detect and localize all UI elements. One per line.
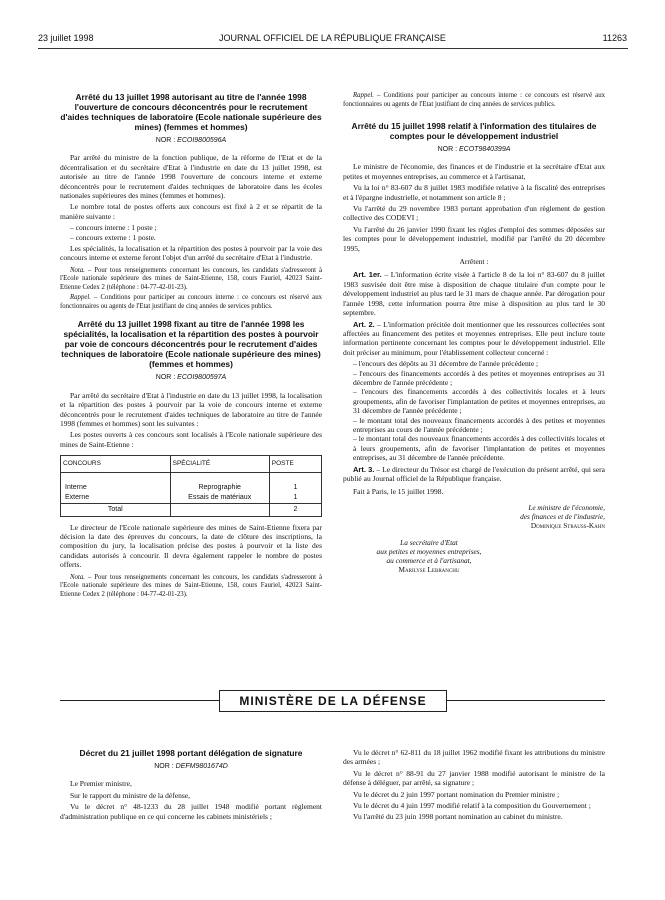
list-item: – l'encours des financements accordés à des collectivités locales et à leurs groupements, afin de favoriser l'implantation de petites et moyennes entreprises, au 31 décembre de l'année précédente ;	[353, 387, 605, 416]
decret-title: Décret du 21 juillet 1998 portant délégation de signature	[79, 748, 303, 758]
page-header	[0, 33, 665, 47]
left-column	[60, 92, 322, 603]
arretent: Arrêtent :	[459, 257, 489, 267]
divider	[60, 700, 219, 701]
arrete-2-title: Arrêté du 13 juillet 1998 fixant au titre de l'année 1998 les spécialités, la localisation et la répartition des postes à pourvoir par voie de concours déconcentrés pour le recrutement d'aides techniques de laboratoire (Ecole nationale supérieure des mines) (femmes et hommes)	[61, 319, 321, 370]
fait-a-paris: Fait à Paris, le 15 juillet 1998.	[353, 487, 444, 497]
table-header: SPÉCIALITÉ	[170, 456, 269, 472]
list-item: – concours interne : 1 poste ;	[70, 223, 157, 233]
header-rule	[38, 48, 628, 49]
ministry-banner: MINISTÈRE DE LA DÉFENSE	[219, 690, 447, 712]
paragraph: Le ministre de l'économie, des finances et de l'industrie et la secrétaire d'Etat aux petites et moyennes entreprises, au commerce et à l'artisanat,	[343, 162, 605, 181]
journal-title: JOURNAL OFFICIEL DE LA RÉPUBLIQUE FRANÇAISE	[219, 33, 446, 43]
paragraph: Sur le rapport du ministre de la défense,	[70, 790, 190, 800]
right-column	[343, 92, 605, 574]
header-date: 23 juillet 1998	[38, 33, 94, 43]
list-item: – l'encours des financements accordés à des petites et moyennes entreprises au 31 décembre de l'année précédente ;	[353, 368, 605, 387]
article-2-list	[353, 359, 605, 462]
arrete-1-title: Arrêté du 13 juillet 1998 autorisant au titre de l'année 1998 l'ouverture de concours déconcentrés pour le recrutement d'aides techniques de laboratoire (Ecole nationale supérieure des mines) (femmes et hommes)	[60, 92, 322, 132]
decret-left	[60, 748, 322, 823]
paragraph: Le Premier ministre,	[70, 779, 132, 789]
page-number: 11263	[602, 33, 627, 43]
paragraph: Vu le décret n° 48-1233 du 28 juillet 1948 modifié portant règlement d'administration publique en ce qui concerne les cabinets ministériels ;	[60, 802, 322, 821]
paragraph: Vu l'arrêté du 26 janvier 1990 fixant les règles d'emploi des sommes déposées sur les comptes pour le développement industriel, modifié par l'arrêté du 20 décembre 1995,	[343, 224, 605, 253]
nota-note: Nota. – Pour tous renseignements concernant les concours, les candidats s'adresseront à l'Ecole nationale supérieure des mines de Saint-Etienne, 158, cours Fauriel, 42023 Saint-Etienne Cedex 2 (téléphone : 04-77-42-01-23).	[60, 573, 322, 598]
paragraph: Le directeur de l'Ecole nationale supérieure des mines de Saint-Etienne fixera par décision la date des épreuves du concours, la date de clôture des inscriptions, la composition du jury, la localisation précise des postes à pourvoir et la liste des candidats autorisés à concourir. Il devra également rappeler le nombre de postes offerts.	[60, 522, 322, 570]
divider	[447, 700, 605, 701]
arrete-3-nor: NOR : ECOT9840399A	[437, 146, 511, 153]
signature-secretaire: La secrétaire d'Etat aux petites et moyennes entreprises, au commerce et à l'artisanat, Marilyse Lebranchu	[376, 537, 482, 574]
postes-table	[60, 455, 322, 516]
list-item: – le montant total des nouveaux financements accordés à des petites et moyennes entreprises au cours de l'année précédente ;	[353, 415, 605, 434]
table-row: Externe Essais de matériaux 1	[61, 493, 322, 504]
paragraph: Vu l'arrêté du 23 juin 1998 portant nomination au cabinet du ministre.	[353, 812, 563, 822]
article-1: Art. 1er. – L'information écrite visée à l'article 8 de la loi n° 83-607 du 8 juillet 1983 susvisée doit être mise à disposition de chaque titulaire d'un compte pour le développement industriel au plus tard le 31 mars de chaque année. Par dérogation pour l'année 1998, cette information pourra être mise à disposition au plus tard le 30 septembre.	[343, 270, 606, 318]
paragraph: Le nombre total de postes offerts aux concours est fixé à 2 et se répartit de la manière suivante :	[60, 202, 322, 221]
paragraph: Vu le décret n° 88-91 du 27 janvier 1988 modifié autorisant le ministre de la défense à déléguer, par arrêté, sa signature ;	[343, 768, 605, 788]
decret-right	[343, 748, 605, 824]
table-header: POSTE	[269, 456, 321, 472]
list-item: – l'encours des dépôts au 31 décembre de l'année précédente ;	[353, 359, 539, 369]
paragraph: Vu le décret n° 62-811 du 18 juillet 1962 modifié fixant les attributions du ministre des armées ;	[343, 748, 605, 767]
article-2: Art. 2. – L'information précitée doit mentionner que les ressources collectées sont affectées au financement des petites et moyennes entreprises. Elle peut inclure toute information pertinente concernant les comptes pour le développement industriel. Elle doit préciser au minimum, pour l'établissement collecteur concerné :	[343, 319, 605, 357]
paragraph: Vu le décret du 2 juin 1997 portant nomination du Premier ministre ;	[353, 789, 560, 799]
paragraph: Les spécialités, la localisation et la répartition des postes à pourvoir par la voie des concours interne et externe feront l'objet d'un arrêté du secrétaire d'Etat à l'industrie.	[60, 244, 322, 263]
list-item: – le montant total des nouveaux financements accordés à des collectivités locales et à leurs groupements, afin de favoriser l'implantation de petites et moyennes entreprises, au 31 décembre de l'année précédente.	[353, 434, 605, 463]
nota-note: Nota. – Pour tous renseignements concernant les concours, les candidats s'adresseront à l'Ecole nationale supérieure des mines de Saint-Etienne, 158, cours Fauriel, 42023 Saint-Etienne Cedex 2 (téléphone : 04-77-42-01-23). Rappel. – Conditions pour participer au concours interne : ce concours est réservé aux fonctionnaires ou agents de l'Etat justifiant de cinq années de services publics.	[60, 266, 322, 310]
arrete-3-title: Arrêté du 15 juillet 1998 relatif à l'information des titulaires de comptes pour le développement industriel	[351, 121, 597, 141]
arrete-1-nor: NOR : ECOI9800596A	[155, 137, 227, 144]
paragraph: Vu la loi n° 83-607 du 8 juillet 1983 modifiée relative à la fiscalité des entreprises et à l'épargne industrielle, et notamment son article 8 ;	[343, 183, 605, 202]
table-row: Interne Reprographie 1	[61, 483, 322, 493]
paragraph: Vu le décret du 4 juin 1997 modifié relatif à la composition du Gouvernement ;	[353, 801, 591, 811]
paragraph: Par arrêté du secrétaire d'Etat à l'industrie en date du 13 juillet 1998, la localisation et la répartition des postes à pourvoir par la voie de concours interne et externe déconcentrés pour le recrutement d'aides techniques de laboratoire au titre de l'année 1998 (femmes et hommes) sont les suivantes :	[60, 390, 322, 428]
article-3: Art. 3. – Le directeur du Trésor est chargé de l'exécution du présent arrêté, qui sera publié au Journal officiel de la République française.	[343, 464, 605, 483]
paragraph: Les postes ouverts à ces concours sont localisés à l'Ecole nationale supérieure des mines de Saint-Etienne :	[60, 430, 322, 449]
list-item: – concours externe : 1 poste.	[70, 232, 156, 242]
table-header: CONCOURS	[61, 456, 171, 472]
paragraph: Vu l'arrêté du 29 novembre 1983 portant approbation d'un règlement de gestion collective des CODEVI ;	[343, 204, 605, 223]
paragraph: Par arrêté du ministre de la fonction publique, de la réforme de l'Etat et de la décentralisation et du secrétaire d'Etat à l'industrie en date du 13 juillet 1998, est autorisée au titre de l'année 1998 l'ouverture de concours interne et externe déconcentrés pour le recrutement d'aides techniques de laboratoire dans les écoles nationales supérieures des mines (femmes et hommes).	[60, 153, 322, 201]
postes-list	[70, 223, 322, 242]
decret-nor: NOR : DEFM9801674D	[154, 763, 228, 770]
table-total-row: Total 2	[61, 503, 322, 516]
signature-ministre: Le ministre de l'économie, des finances et de l'industrie, Dominique Strauss-Kahn	[520, 502, 605, 530]
arrete-2-nor: NOR : ECOI9800597A	[155, 374, 227, 382]
rappel-note: Rappel. – Conditions pour participer au concours interne : ce concours est réservé aux fonctionnaires ou agents de l'Etat justifiant de cinq années de services publics.	[343, 92, 605, 108]
